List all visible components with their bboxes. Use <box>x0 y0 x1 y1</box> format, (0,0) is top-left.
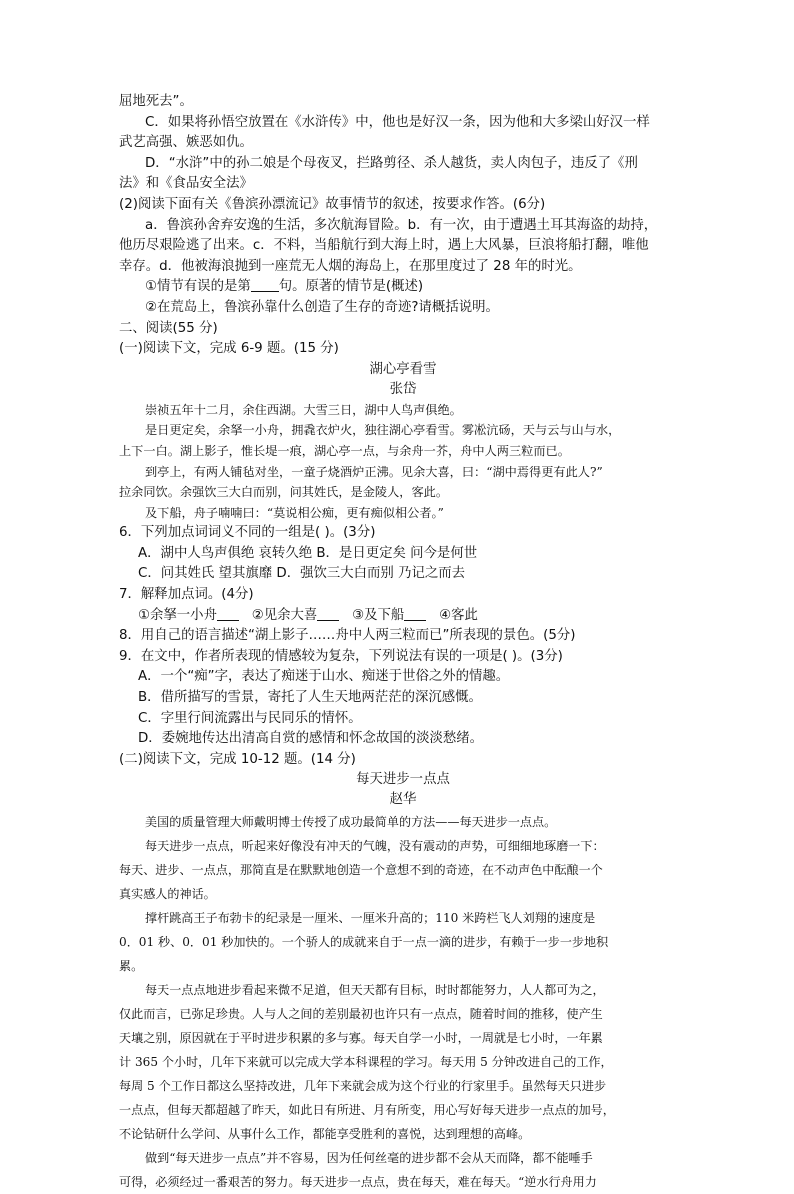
question-6-options-cd: C．问其姓氏 望其旗靡 D．强饮三大白而别 乃记之而去 <box>138 566 466 582</box>
passage-line: 崇祯五年十二月，余住西湖。大雪三日，湖中人鸟声俱绝。 <box>145 402 462 417</box>
question-6-options-ab: A．湖中人鸟声俱绝 哀转久绝 B．是日更定矣 问今是何世 <box>138 545 478 561</box>
question-7-items <box>119 606 687 627</box>
essay-line: 不论钻研什么学问、从事什么工作，都能享受胜利的喜悦，达到理想的高峰。 <box>119 1127 531 1142</box>
question-9: 9．在文中，作者所表现的情感较为复杂，下列说法有误的一项是( )。(3分) <box>119 648 563 664</box>
question-6: 6．下列加点词词义不同的一组是( )。(3分) <box>119 525 376 541</box>
question-9-option: D．委婉地传达出清高自赏的感情和怀念故国的淡淡愁绪。 <box>138 731 484 747</box>
plot-line: 他历尽艰险逃了出来。c．不料，当船航行到大海上时，遇上大风暴，巨浪将船打翻，唯他 <box>119 238 649 254</box>
answer-blank[interactable] <box>317 608 339 621</box>
essay-line: 真实感人的神话。 <box>119 887 216 902</box>
passage-line: 拉余同饮。余强饮三大白而别，问其姓氏，是金陵人，客此。 <box>119 485 449 500</box>
sub-question-2: ②在荒岛上，鲁滨孙靠什么创造了生存的奇迹?请概括说明。 <box>145 299 499 315</box>
answer-blank[interactable] <box>217 608 239 621</box>
subsection-heading: (二)阅读下文，完成 10-12 题。(14 分) <box>119 751 356 767</box>
q7-item-4: ④客此 <box>439 607 478 623</box>
article-author: 张岱 <box>389 381 417 397</box>
sub-question-1-text: ①情节有误的是第 <box>145 279 251 295</box>
essay-line: 一点点，但每天都超越了昨天，如此日有所进、月有所变，用心写好每天进步一点点的加号， <box>119 1103 615 1118</box>
q7-item-2: ②见余大喜 <box>251 607 318 623</box>
option-c-line-cont: 武艺高强、嫉恶如仇。 <box>119 135 253 151</box>
essay-line: 每天、进步、一点点，那简直是在默默地创造一个意想不到的奇迹，在不动声色中酝酿一个 <box>119 863 603 878</box>
passage-line: 上下一白。湖上影子，惟长堤一痕，湖心亭一点，与余舟一芥，舟中人两三粒而已。 <box>119 443 570 458</box>
plot-line: a．鲁滨孙舍弃安逸的生活，多次航海冒险。b．有一次，由于遭遇土耳其海盗的劫持， <box>145 217 658 233</box>
essay-line: 0．01 秒、0．01 秒加快的。一个骄人的成就来自于一点一滴的进步，有赖于一步一步地积 <box>119 935 609 950</box>
q7-item-1: ①余拏一小舟 <box>138 607 217 623</box>
q7-item-3: ③及下船 <box>352 607 405 623</box>
option-d-line-cont: 法》和《食品安全法》 <box>119 176 253 192</box>
essay-line: 做到“每天进步一点点”并不容易，因为任何丝毫的进步都不会从天而降，都不能唾手 <box>145 1151 593 1166</box>
plot-line: 幸存。d．他被海浪抛到一座荒无人烟的海岛上，在那里度过了 28 年的时光。 <box>119 258 582 274</box>
answer-blank[interactable] <box>404 608 426 621</box>
essay-line: 每天一点点地进步看起来微不足道，但天天都有目标，时时都能努力，人人都可为之， <box>145 983 605 998</box>
essay-line: 美国的质量管理大师戴明博士传授了成功最简单的方法——每天进步一点点。 <box>145 815 557 830</box>
essay-line: 计 365 个小时，几年下来就可以完成大学本科课程的学习。每天用 5 分钟改进自己的工作， <box>119 1055 613 1070</box>
question-7: 7．解释加点词。(4分) <box>119 587 254 603</box>
sub-question-1-text-cont: 句。原著的情节是(概述) <box>278 279 424 295</box>
essay-line: 天壤之别，原因就在于平时进步积累的多与寡。每天自学一小时，一周就是七小时，一年累 <box>119 1031 603 1046</box>
passage-line: 及下船，舟子喃喃曰：“莫说相公痴，更有痴似相公者。” <box>145 505 444 520</box>
question-8: 8．用自己的语言描述“湖上影子……舟中人两三粒而已”所表现的景色。(5分) <box>119 628 576 644</box>
sub-question-1 <box>119 277 687 298</box>
essay-line: 仅此而言，已弥足珍贵。人与人之间的差别最初也许只有一点点，随着时间的推移，使产生 <box>119 1007 603 1022</box>
question-9-option: A．一个“痴”字，表达了痴迷于山水、痴迷于世俗之外的情趣。 <box>138 669 510 685</box>
question-9-option: C．字里行间流露出与民同乐的情怀。 <box>138 710 362 726</box>
text-line: 屈地死去”。 <box>119 94 193 109</box>
article-title: 每天进步一点点 <box>356 772 450 788</box>
answer-blank[interactable] <box>251 279 279 292</box>
option-c-line: C．如果将孙悟空放置在《水浒传》中，他也是好汉一条，因为他和大多梁山好汉一样 <box>145 114 650 130</box>
essay-line: 每周 5 个工作日都这么坚持改进，几年下来就会成为这个行业的行家里手。虽然每天只进步 <box>119 1079 607 1094</box>
exam-page <box>119 92 687 1194</box>
essay-line: 累。 <box>119 959 144 974</box>
question-9-option: B．借所描写的雪景，寄托了人生天地两茫茫的深沉感慨。 <box>138 690 482 706</box>
essay-line: 可得，必须经过一番艰苦的努力。每天进步一点点，贵在每天，难在每天。“逆水行舟用力 <box>119 1175 597 1190</box>
essay-line: 撑杆跳高王子布勃卡的纪录是一厘米、一厘米升高的；110 米跨栏飞人刘翔的速度是 <box>145 911 596 926</box>
question-2-prompt: (2)阅读下面有关《鲁滨孙漂流记》故事情节的叙述，按要求作答。(6分) <box>119 196 546 212</box>
article-author: 赵华 <box>389 792 417 808</box>
article-title: 湖心亭看雪 <box>369 361 437 377</box>
passage-line: 是日更定矣，余拏一小舟，拥毳衣炉火，独往湖心亭看雪。雾凇沆砀，天与云与山与水， <box>145 423 621 438</box>
section-heading: 二、阅读(55 分) <box>119 320 218 336</box>
essay-line: 每天进步一点点，听起来好像没有冲天的气魄，没有震动的声势，可细细地琢磨一下： <box>145 839 605 854</box>
option-d-line: D．“水浒”中的孙二娘是个母夜叉，拦路剪径、杀人越货，卖人肉包子，违反了《刑 <box>145 155 638 171</box>
passage-line: 到亭上，有两人铺毡对坐，一童子烧酒炉正沸。见余大喜，曰：“湖中焉得更有此人?” <box>145 464 603 479</box>
subsection-heading: (一)阅读下文，完成 6-9 题。(15 分) <box>119 341 339 357</box>
